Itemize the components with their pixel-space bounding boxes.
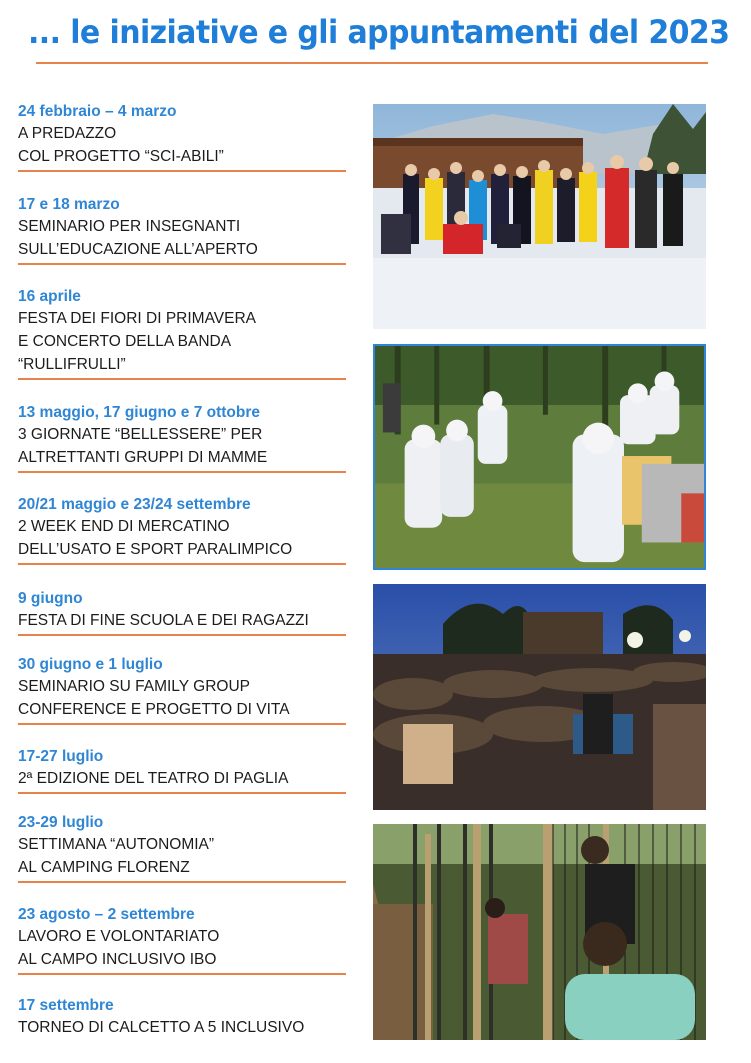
fence-work-photo xyxy=(373,824,706,1040)
event-description-line: DELL’USATO E SPORT PARALIMPICO xyxy=(18,541,293,558)
event-date: 17-27 luglio xyxy=(18,748,104,765)
event-description-line: AL CAMPO INCLUSIVO IBO xyxy=(18,951,217,968)
event-date: 9 giugno xyxy=(18,590,83,607)
event-description-line: ALTRETTANTI GRUPPI DI MAMME xyxy=(18,449,268,466)
event-item xyxy=(18,195,346,265)
event-description-line: 3 GIORNATE “BELLESSERE” PER xyxy=(18,426,263,443)
event-description-line: SULL’EDUCAZIONE ALL’APERTO xyxy=(18,241,258,258)
event-description-line: “RULLIFRULLI” xyxy=(18,356,126,373)
event-item xyxy=(18,287,346,380)
event-date: 23-29 luglio xyxy=(18,814,104,831)
event-divider xyxy=(18,881,346,883)
event-description-line: 2 WEEK END DI MERCATINO xyxy=(18,518,230,535)
event-date: 23 agosto – 2 settembre xyxy=(18,906,195,923)
event-divider xyxy=(18,634,346,636)
event-divider xyxy=(18,471,346,473)
event-item xyxy=(18,905,346,975)
event-divider xyxy=(18,723,346,725)
event-item xyxy=(18,495,346,565)
event-description-line: COL PROGETTO “SCI-ABILI” xyxy=(18,148,224,165)
event-description-line: SEMINARIO SU FAMILY GROUP xyxy=(18,678,250,695)
event-item xyxy=(18,655,346,725)
event-description-line: SETTIMANA “AUTONOMIA” xyxy=(18,836,215,853)
event-date: 24 febbraio – 4 marzo xyxy=(18,103,177,120)
night-theatre-photo xyxy=(373,584,706,810)
event-date: 13 maggio, 17 giugno e 7 ottobre xyxy=(18,404,261,421)
event-item xyxy=(18,996,346,1039)
event-date: 16 aprile xyxy=(18,288,81,305)
event-description-line: CONFERENCE E PROGETTO DI VITA xyxy=(18,701,290,718)
event-divider xyxy=(18,792,346,794)
event-description-line: E CONCERTO DELLA BANDA xyxy=(18,333,232,350)
event-description-line: SEMINARIO PER INSEGNANTI xyxy=(18,218,241,235)
event-item xyxy=(18,403,346,473)
event-date: 30 giugno e 1 luglio xyxy=(18,656,163,673)
title-divider xyxy=(36,62,708,64)
page-title: ... le iniziative e gli appuntamenti del 2023 xyxy=(28,14,730,52)
event-description-line: TORNEO DI CALCETTO A 5 INCLUSIVO xyxy=(18,1019,305,1036)
event-divider xyxy=(18,378,346,380)
event-divider xyxy=(18,170,346,172)
event-description-line: A PREDAZZO xyxy=(18,125,117,142)
event-description-line: 2ª EDIZIONE DEL TEATRO DI PAGLIA xyxy=(18,770,289,787)
event-item xyxy=(18,102,346,172)
event-divider xyxy=(18,973,346,975)
beekeeping-photo xyxy=(373,344,706,570)
event-date: 17 e 18 marzo xyxy=(18,196,120,213)
event-item xyxy=(18,589,346,636)
event-description-line: FESTA DEI FIORI DI PRIMAVERA xyxy=(18,310,256,327)
ski-group-photo xyxy=(373,104,706,329)
event-description-line: FESTA DI FINE SCUOLA E DEI RAGAZZI xyxy=(18,612,309,629)
event-date: 17 settembre xyxy=(18,997,114,1014)
event-date: 20/21 maggio e 23/24 settembre xyxy=(18,496,251,513)
event-item xyxy=(18,747,346,794)
event-divider xyxy=(18,263,346,265)
event-divider xyxy=(18,563,346,565)
event-description-line: LAVORO E VOLONTARIATO xyxy=(18,928,220,945)
event-item xyxy=(18,813,346,883)
event-description-line: AL CAMPING FLORENZ xyxy=(18,859,190,876)
